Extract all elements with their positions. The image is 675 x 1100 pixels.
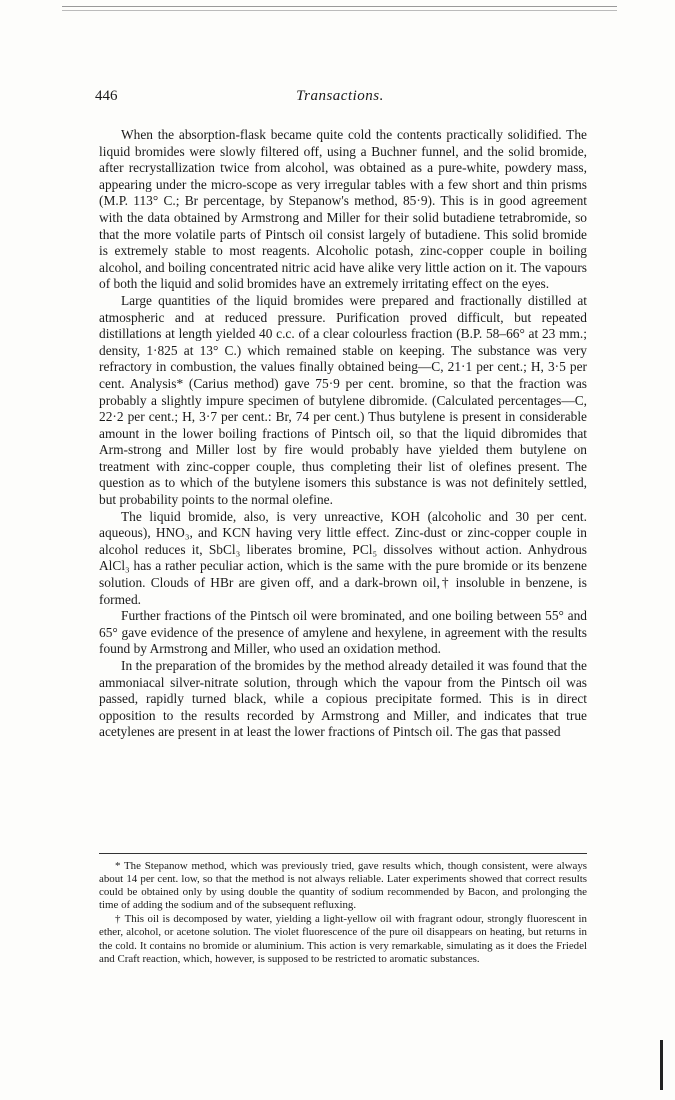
paragraph: Large quantities of the liquid bromides were prepared and fractionally distilled at atmospheric and at reduced pressure. Purification proved difficult, but repeated distillations at length yielded 40 c.c. of a clear colourless fraction (B.P. 58–66° at 23 mm.; density, 1·825 at 13° C.) which remained stable on keeping. The substance was very refractory in combustion, the values finally obtained being—C, 21·1 per cent.; H, 3·5 per cent. Analysis* (Carius method) gave 75·9 per cent. bromine, so that the fraction was probably a slightly impure specimen of butylene dibromide. (Calculated percentages—C, 22·2 per cent.; H, 3·7 per cent.: Br, 74 per cent.) Thus butylene is present in considerable amount in the lower boiling fractions of Pintsch oil, so that the liquid dibromides that Arm-strong and Miller lost by fire would probably have yielded them butylene on treatment with zinc-copper couple, thus completing their list of olefines present. The question as to which of the butylene isomers this substance is was not definitely settled, but probability points to the normal olefine. [99, 292, 587, 508]
page-number: 446 [95, 88, 118, 104]
scan-top-edge-line-2 [62, 10, 617, 11]
paragraph: Further fractions of the Pintsch oil were brominated, and one boiling between 55° and 65° gave evidence of the presence of amylene and hexylene, in agreement with the results found by Armstrong and Miller, who used an oxidation method. [99, 608, 587, 657]
footnote: * The Stepanow method, which was previously tried, gave results which, though consistent, were always about 14 per cent. low, so that the method is not always reliable. Later experiments showed that correct results could be obtained only by using double the quantity of sodium recommended by Bacon, and prolonging the time of adding the sodium and of the subsequent refluxing. [99, 860, 587, 912]
footnote: † This oil is decomposed by water, yielding a light-yellow oil with fragrant odour, strongly fluorescent in ether, alcohol, or acetone solution. The violet fluorescence of the pure oil disappears on heating, but returns in the cold. It contains no bromide or aluminium. This action is very remarkable, simulating as it does the Friedel and Craft reaction, which, however, is supposed to be restricted to aromatic substances. [99, 913, 587, 965]
running-title: Transactions. [296, 88, 384, 104]
page-header [95, 88, 585, 108]
body-text [99, 127, 587, 741]
paragraph: In the preparation of the bromides by the method already detailed it was found that the ammoniacal silver-nitrate solution, through which the vapour from the Pintsch oil was passed, rapidly turned black, while a copious precipitate formed. This is in direct opposition to the results recorded by Armstrong and Miller, and indicates that true acetylenes are present in at least the lower fractions of Pintsch oil. The gas that passed [99, 658, 587, 740]
footnotes [99, 860, 587, 967]
scan-artifact-mark [660, 1040, 663, 1090]
footnote-divider [99, 853, 587, 854]
scan-top-edge-line [62, 6, 617, 7]
paragraph: When the absorption-flask became quite cold the contents practically solidified. The liquid bromides were slowly filtered off, using a Buchner funnel, and the solid bromide, after recrystallization twice from alcohol, was obtained as a pure-white, powdery mass, appearing under the micro-scope as very irregular tables with a few short and thin prisms (M.P. 113° C.; Br percentage, by Stepanow's method, 85·9). This is in good agreement with the data obtained by Armstrong and Miller for their solid butadiene tetrabromide, so that the more volatile parts of Pintsch oil consist largely of butadiene. This solid bromide is extremely stable to most reagents. Alcoholic potash, zinc-copper couple in boiling alcohol, and boiling concentrated nitric acid have alike very little action on it. The vapours of both the liquid and solid bromides have an extremely irritating effect on the eyes. [99, 127, 587, 292]
paragraph: The liquid bromide, also, is very unreactive, KOH (alcoholic and 30 per cent. aqueous), HNO₃, and KCN having very little effect. Zinc-dust or zinc-copper couple in alcohol reduces it, SbCl₃ liberates bromine, PCl₅ dissolves without action. Anhydrous AlCl₃ has a rather peculiar action, which is the same with the pure bromide or its benzene solution. Clouds of HBr are given off, and a dark-brown oil,† insoluble in benzene, is formed. [99, 508, 587, 607]
